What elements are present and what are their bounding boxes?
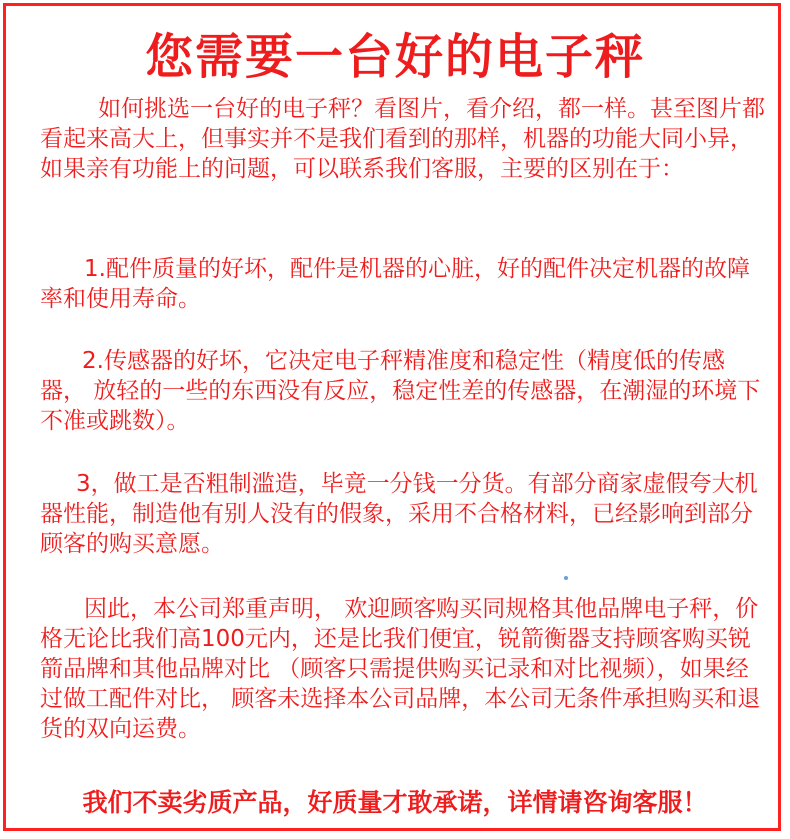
decorative-dot — [564, 576, 568, 580]
point-1-text: 1.配件质量的好坏，配件是机器的心脏，好的配件决定机器的故障率和使用寿命。 — [40, 256, 750, 312]
point-3-text: 3，做工是否粗制滥造，毕竟一分钱一分货。有部分商家虚假夸大机器性能，制造他有别人没有的假象，采用不合格材料，已经影响到部分顾客的购买意愿。 — [40, 471, 758, 557]
point-2-text: 2.传感器的好坏，它决定电子秤精准度和稳定性（精度低的传感器， 放轻的一些的东西没有反应，稳定性差的传感器，在潮湿的环境下不准或跳数）。 — [40, 348, 761, 434]
point-1-paragraph — [40, 254, 766, 314]
intro-text: 如何挑选一台好的电子秤？看图片，看介绍，都一样。甚至图片都看起来高大上，但事实并不是我们看到的那样，机器的功能大同小异，如果亲有功能上的问题，可以联系我们客服，主要的区别在于： — [40, 96, 765, 182]
point-3-paragraph — [40, 469, 766, 559]
page-title: 您需要一台好的电子秤 — [144, 29, 645, 85]
point-2-paragraph — [40, 346, 766, 436]
statement-paragraph — [40, 594, 766, 744]
statement-text: 因此，本公司郑重声明， 欢迎顾客购买同规格其他品牌电子秤，价格无论比我们高100元内，还是比我们便宜，锐箭衡器支持顾客购买锐箭品牌和其他品牌对比 （顾客只需提供购买记录和对比视频），如果经过做工配件对比， 顾客未选择本公司品牌，本公司无条件承担购买和退货的双向运费。 — [40, 596, 761, 742]
slogan-text: 我们不卖劣质产品，好质量才敢承诺，详情请咨询客服！ — [82, 788, 708, 817]
intro-paragraph — [40, 94, 766, 184]
